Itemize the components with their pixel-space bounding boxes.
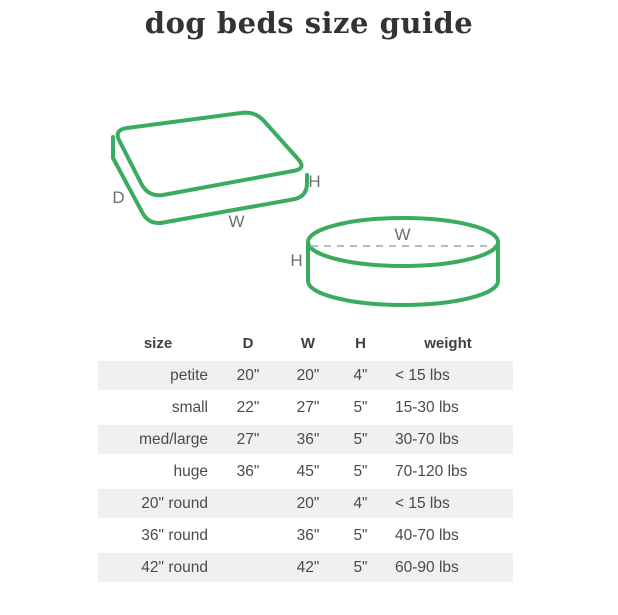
round-bed-height-label: H bbox=[290, 251, 304, 270]
cell-depth: 27" bbox=[218, 425, 278, 454]
rect-bed-top-face bbox=[118, 113, 302, 196]
header-size: size bbox=[143, 335, 173, 352]
bed-diagrams bbox=[0, 85, 618, 320]
cell-weight: < 15 lbs bbox=[383, 361, 513, 390]
table-header bbox=[98, 329, 513, 358]
header-height: H bbox=[355, 335, 366, 352]
cell-width: 36" bbox=[296, 526, 320, 544]
cell-height: 5" bbox=[338, 553, 383, 582]
cell-weight: 30-70 lbs bbox=[383, 425, 513, 454]
table-row bbox=[98, 489, 513, 518]
table-row bbox=[98, 553, 513, 582]
rect-bed-width-label: W bbox=[228, 212, 246, 231]
cell-width: 20" bbox=[278, 361, 338, 390]
cell-weight: 60-90 lbs bbox=[383, 553, 513, 582]
cell-height: 4" bbox=[338, 361, 383, 390]
cell-size: med/large bbox=[98, 425, 218, 454]
round-bed-width-label: W bbox=[394, 225, 412, 244]
cell-size: small bbox=[171, 398, 208, 416]
cell-weight: < 15 lbs bbox=[383, 489, 513, 518]
cell-size: petite bbox=[98, 361, 218, 390]
table-row bbox=[98, 425, 513, 454]
cell-height: 5" bbox=[353, 526, 368, 544]
cell-weight: 40-70 lbs bbox=[395, 526, 459, 544]
cell-depth: 20" bbox=[218, 361, 278, 390]
table-row bbox=[98, 521, 513, 550]
rect-bed-height-label: H bbox=[308, 172, 322, 191]
cell-height: 5" bbox=[353, 398, 368, 416]
cell-weight: 15-30 lbs bbox=[395, 398, 459, 416]
table-row bbox=[98, 393, 513, 422]
cell-depth: 36" bbox=[236, 462, 260, 480]
table-row bbox=[98, 457, 513, 486]
cell-depth bbox=[218, 553, 278, 582]
cell-height: 4" bbox=[338, 489, 383, 518]
cell-size: 20" round bbox=[98, 489, 218, 518]
cell-width: 45" bbox=[296, 462, 320, 480]
cell-size: 36" round bbox=[141, 526, 208, 544]
header-width: W bbox=[300, 335, 316, 352]
cell-width: 42" bbox=[278, 553, 338, 582]
header-depth: D bbox=[242, 335, 254, 352]
table-row bbox=[98, 361, 513, 390]
cell-height: 5" bbox=[338, 425, 383, 454]
cell-width: 36" bbox=[278, 425, 338, 454]
cell-height: 5" bbox=[353, 462, 368, 480]
cell-width: 20" bbox=[278, 489, 338, 518]
rect-bed-depth-label: D bbox=[112, 188, 126, 207]
cell-weight: 70-120 lbs bbox=[395, 462, 468, 480]
cell-width: 27" bbox=[296, 398, 320, 416]
cell-depth bbox=[218, 521, 278, 550]
table-body bbox=[98, 361, 513, 582]
cell-size: 42" round bbox=[98, 553, 218, 582]
cell-depth bbox=[218, 489, 278, 518]
page-title: dog beds size guide bbox=[144, 6, 474, 40]
header-weight: weight bbox=[424, 335, 472, 352]
cell-size: huge bbox=[173, 462, 208, 480]
size-guide-table bbox=[98, 326, 513, 585]
cell-depth: 22" bbox=[236, 398, 260, 416]
table-header-row bbox=[98, 329, 513, 358]
